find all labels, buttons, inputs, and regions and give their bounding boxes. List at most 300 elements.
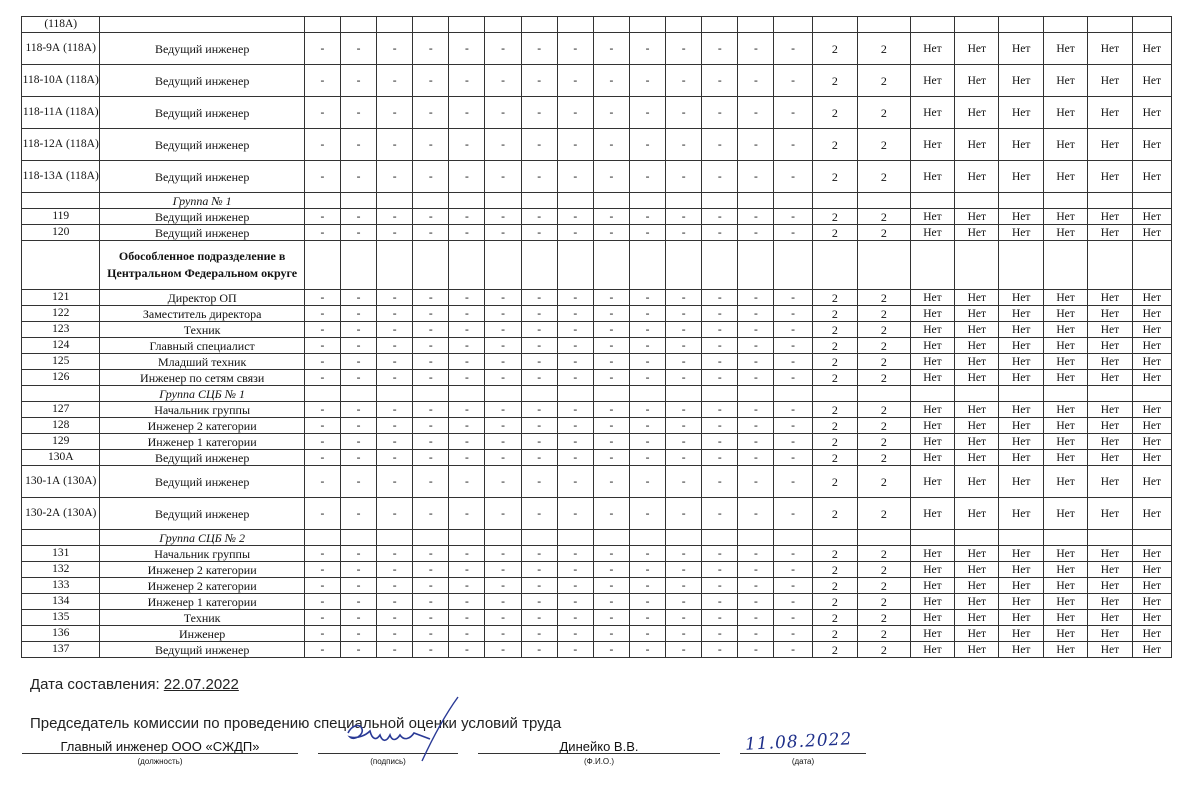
dash-cell: - bbox=[557, 322, 593, 338]
answer-cell: Нет bbox=[910, 33, 954, 65]
job-title: Ведущий инженер bbox=[100, 466, 304, 498]
dash-cell: - bbox=[666, 290, 702, 306]
value-cell: 2 bbox=[812, 498, 857, 530]
row-id: 136 bbox=[22, 626, 100, 642]
dash-cell: - bbox=[304, 129, 340, 161]
row-id: 130-2А (130А) bbox=[22, 498, 100, 530]
empty-cell bbox=[629, 386, 665, 402]
answer-cell: Нет bbox=[1088, 562, 1132, 578]
answer-cell: Нет bbox=[1088, 97, 1132, 129]
value-cell: 2 bbox=[858, 354, 911, 370]
dash-cell: - bbox=[413, 161, 449, 193]
dash-cell: - bbox=[521, 306, 557, 322]
dash-cell: - bbox=[666, 610, 702, 626]
empty-cell bbox=[413, 241, 449, 290]
empty-cell bbox=[1043, 241, 1087, 290]
empty-cell bbox=[910, 530, 954, 546]
answer-cell: Нет bbox=[1043, 33, 1087, 65]
table-row bbox=[22, 97, 1172, 129]
empty-cell bbox=[629, 241, 665, 290]
answer-cell: Нет bbox=[955, 418, 999, 434]
answer-cell: Нет bbox=[1043, 225, 1087, 241]
value-cell: 2 bbox=[858, 562, 911, 578]
empty-cell bbox=[1132, 17, 1171, 33]
empty-cell bbox=[304, 530, 340, 546]
value-cell: 2 bbox=[812, 466, 857, 498]
empty-cell bbox=[593, 193, 629, 209]
dash-cell: - bbox=[304, 562, 340, 578]
answer-cell: Нет bbox=[999, 65, 1043, 97]
job-title: Техник bbox=[100, 322, 304, 338]
answer-cell: Нет bbox=[1088, 434, 1132, 450]
value-cell: 2 bbox=[858, 65, 911, 97]
dash-cell: - bbox=[413, 642, 449, 658]
dash-cell: - bbox=[557, 161, 593, 193]
dash-cell: - bbox=[449, 402, 485, 418]
empty-cell bbox=[774, 241, 812, 290]
empty-cell bbox=[1043, 17, 1087, 33]
empty-cell bbox=[340, 17, 376, 33]
value-cell: 2 bbox=[812, 161, 857, 193]
answer-cell: Нет bbox=[1132, 562, 1171, 578]
value-cell: 2 bbox=[858, 370, 911, 386]
dash-cell: - bbox=[593, 642, 629, 658]
value-cell: 2 bbox=[858, 209, 911, 225]
row-id: 124 bbox=[22, 338, 100, 354]
value-cell: 2 bbox=[812, 129, 857, 161]
dash-cell: - bbox=[738, 354, 774, 370]
dash-cell: - bbox=[304, 370, 340, 386]
empty-cell bbox=[485, 193, 521, 209]
answer-cell: Нет bbox=[1043, 562, 1087, 578]
answer-cell: Нет bbox=[955, 209, 999, 225]
answer-cell: Нет bbox=[999, 466, 1043, 498]
dash-cell: - bbox=[593, 225, 629, 241]
answer-cell: Нет bbox=[910, 97, 954, 129]
value-cell: 2 bbox=[858, 434, 911, 450]
empty-cell bbox=[666, 193, 702, 209]
dash-cell: - bbox=[702, 338, 738, 354]
table-row bbox=[22, 402, 1172, 418]
dash-cell: - bbox=[666, 65, 702, 97]
empty-cell bbox=[812, 530, 857, 546]
dash-cell: - bbox=[449, 354, 485, 370]
dash-cell: - bbox=[377, 370, 413, 386]
dash-cell: - bbox=[629, 65, 665, 97]
empty-cell bbox=[377, 386, 413, 402]
empty-cell bbox=[485, 530, 521, 546]
answer-cell: Нет bbox=[910, 290, 954, 306]
value-cell: 2 bbox=[812, 434, 857, 450]
answer-cell: Нет bbox=[999, 610, 1043, 626]
dash-cell: - bbox=[593, 65, 629, 97]
value-cell: 2 bbox=[812, 546, 857, 562]
empty-cell bbox=[340, 386, 376, 402]
dash-cell: - bbox=[666, 225, 702, 241]
dash-cell: - bbox=[702, 402, 738, 418]
answer-cell: Нет bbox=[1043, 578, 1087, 594]
job-title: Ведущий инженер bbox=[100, 65, 304, 97]
empty-cell bbox=[738, 241, 774, 290]
dash-cell: - bbox=[738, 65, 774, 97]
dash-cell: - bbox=[377, 161, 413, 193]
dash-cell: - bbox=[521, 626, 557, 642]
answer-cell: Нет bbox=[1088, 129, 1132, 161]
dash-cell: - bbox=[413, 322, 449, 338]
value-cell: 2 bbox=[812, 65, 857, 97]
dash-cell: - bbox=[557, 578, 593, 594]
answer-cell: Нет bbox=[999, 129, 1043, 161]
dash-cell: - bbox=[304, 65, 340, 97]
dash-cell: - bbox=[666, 306, 702, 322]
value-cell: 2 bbox=[858, 546, 911, 562]
answer-cell: Нет bbox=[999, 354, 1043, 370]
dash-cell: - bbox=[738, 562, 774, 578]
empty-cell bbox=[22, 386, 100, 402]
answer-cell: Нет bbox=[999, 33, 1043, 65]
answer-cell: Нет bbox=[999, 322, 1043, 338]
dash-cell: - bbox=[557, 354, 593, 370]
answer-cell: Нет bbox=[1132, 610, 1171, 626]
empty-cell bbox=[1088, 530, 1132, 546]
dash-cell: - bbox=[774, 610, 812, 626]
dash-cell: - bbox=[629, 498, 665, 530]
dash-cell: - bbox=[557, 498, 593, 530]
empty-cell bbox=[1088, 241, 1132, 290]
answer-cell: Нет bbox=[1088, 578, 1132, 594]
answer-cell: Нет bbox=[999, 498, 1043, 530]
dash-cell: - bbox=[521, 209, 557, 225]
empty-cell bbox=[22, 530, 100, 546]
dash-cell: - bbox=[666, 322, 702, 338]
row-id: 127 bbox=[22, 402, 100, 418]
dash-cell: - bbox=[413, 562, 449, 578]
answer-cell: Нет bbox=[955, 450, 999, 466]
answer-cell: Нет bbox=[910, 418, 954, 434]
answer-cell: Нет bbox=[1132, 594, 1171, 610]
dash-cell: - bbox=[377, 225, 413, 241]
table-row bbox=[22, 225, 1172, 241]
job-title: Главный специалист bbox=[100, 338, 304, 354]
dash-cell: - bbox=[629, 450, 665, 466]
value-cell: 2 bbox=[812, 610, 857, 626]
dash-cell: - bbox=[557, 306, 593, 322]
dash-cell: - bbox=[485, 161, 521, 193]
dash-cell: - bbox=[521, 370, 557, 386]
dash-cell: - bbox=[485, 546, 521, 562]
dash-cell: - bbox=[738, 450, 774, 466]
row-id: 122 bbox=[22, 306, 100, 322]
signature-icon bbox=[330, 695, 460, 765]
dash-cell: - bbox=[304, 97, 340, 129]
dash-cell: - bbox=[629, 434, 665, 450]
dash-cell: - bbox=[702, 466, 738, 498]
empty-cell bbox=[521, 241, 557, 290]
dash-cell: - bbox=[377, 418, 413, 434]
row-id: 118-10А (118А) bbox=[22, 65, 100, 97]
empty-cell bbox=[340, 241, 376, 290]
empty-cell bbox=[774, 17, 812, 33]
empty-cell bbox=[1088, 17, 1132, 33]
dash-cell: - bbox=[666, 626, 702, 642]
answer-cell: Нет bbox=[955, 129, 999, 161]
commission-chair-title: Председатель комиссии по проведению специальной оценки условий труда bbox=[30, 715, 562, 732]
answer-cell: Нет bbox=[999, 578, 1043, 594]
table-row bbox=[22, 546, 1172, 562]
dash-cell: - bbox=[485, 594, 521, 610]
answer-cell: Нет bbox=[910, 578, 954, 594]
empty-cell bbox=[955, 17, 999, 33]
dash-cell: - bbox=[377, 498, 413, 530]
dash-cell: - bbox=[304, 466, 340, 498]
dash-cell: - bbox=[340, 209, 376, 225]
dash-cell: - bbox=[738, 290, 774, 306]
job-title: Директор ОП bbox=[100, 290, 304, 306]
dash-cell: - bbox=[774, 402, 812, 418]
empty-cell bbox=[413, 193, 449, 209]
dash-cell: - bbox=[738, 209, 774, 225]
empty-cell bbox=[910, 241, 954, 290]
row-id: 126 bbox=[22, 370, 100, 386]
dash-cell: - bbox=[629, 626, 665, 642]
answer-cell: Нет bbox=[1043, 610, 1087, 626]
position-text: Главный инженер ООО «СЖДП» bbox=[60, 739, 260, 754]
job-title: Младший техник bbox=[100, 354, 304, 370]
dash-cell: - bbox=[377, 594, 413, 610]
dash-cell: - bbox=[304, 402, 340, 418]
dash-cell: - bbox=[413, 33, 449, 65]
dash-cell: - bbox=[629, 402, 665, 418]
dash-cell: - bbox=[449, 434, 485, 450]
dash-cell: - bbox=[702, 161, 738, 193]
answer-cell: Нет bbox=[955, 642, 999, 658]
answer-cell: Нет bbox=[955, 610, 999, 626]
dash-cell: - bbox=[738, 578, 774, 594]
dash-cell: - bbox=[557, 594, 593, 610]
answer-cell: Нет bbox=[1132, 161, 1171, 193]
answer-cell: Нет bbox=[955, 562, 999, 578]
empty-cell bbox=[858, 386, 911, 402]
dash-cell: - bbox=[593, 498, 629, 530]
table-body bbox=[22, 17, 1172, 658]
dash-cell: - bbox=[413, 97, 449, 129]
dash-cell: - bbox=[304, 498, 340, 530]
dash-cell: - bbox=[340, 33, 376, 65]
dash-cell: - bbox=[593, 466, 629, 498]
dash-cell: - bbox=[521, 290, 557, 306]
empty-cell bbox=[955, 386, 999, 402]
answer-cell: Нет bbox=[999, 306, 1043, 322]
empty-cell bbox=[521, 17, 557, 33]
dash-cell: - bbox=[304, 450, 340, 466]
dash-cell: - bbox=[666, 498, 702, 530]
answer-cell: Нет bbox=[999, 434, 1043, 450]
answer-cell: Нет bbox=[1088, 402, 1132, 418]
answer-cell: Нет bbox=[1043, 354, 1087, 370]
dash-cell: - bbox=[666, 402, 702, 418]
empty-cell bbox=[910, 193, 954, 209]
answer-cell: Нет bbox=[1088, 306, 1132, 322]
table-row bbox=[22, 209, 1172, 225]
empty-cell bbox=[1132, 241, 1171, 290]
empty-cell bbox=[858, 17, 911, 33]
empty-cell bbox=[999, 386, 1043, 402]
row-id: 118-11А (118А) bbox=[22, 97, 100, 129]
answer-cell: Нет bbox=[1132, 290, 1171, 306]
group-row bbox=[22, 386, 1172, 402]
dash-cell: - bbox=[521, 434, 557, 450]
table-row bbox=[22, 498, 1172, 530]
dash-cell: - bbox=[449, 418, 485, 434]
job-title: Инженер 2 категории bbox=[100, 578, 304, 594]
dash-cell: - bbox=[340, 161, 376, 193]
table-row bbox=[22, 610, 1172, 626]
dash-cell: - bbox=[521, 578, 557, 594]
dash-cell: - bbox=[557, 466, 593, 498]
dash-cell: - bbox=[521, 466, 557, 498]
dash-cell: - bbox=[413, 434, 449, 450]
answer-cell: Нет bbox=[910, 562, 954, 578]
dash-cell: - bbox=[774, 209, 812, 225]
answer-cell: Нет bbox=[1088, 610, 1132, 626]
dash-cell: - bbox=[340, 322, 376, 338]
answer-cell: Нет bbox=[1132, 65, 1171, 97]
job-title: Ведущий инженер bbox=[100, 209, 304, 225]
empty-cell bbox=[1043, 530, 1087, 546]
row-id: 137 bbox=[22, 642, 100, 658]
job-title: Ведущий инженер bbox=[100, 161, 304, 193]
dash-cell: - bbox=[738, 642, 774, 658]
dash-cell: - bbox=[304, 209, 340, 225]
table-row bbox=[22, 450, 1172, 466]
answer-cell: Нет bbox=[1132, 209, 1171, 225]
dash-cell: - bbox=[738, 33, 774, 65]
dash-cell: - bbox=[377, 306, 413, 322]
dash-cell: - bbox=[485, 129, 521, 161]
dash-cell: - bbox=[521, 225, 557, 241]
empty-cell bbox=[22, 193, 100, 209]
dash-cell: - bbox=[593, 290, 629, 306]
dash-cell: - bbox=[557, 642, 593, 658]
empty-cell bbox=[449, 386, 485, 402]
answer-cell: Нет bbox=[999, 402, 1043, 418]
dash-cell: - bbox=[557, 65, 593, 97]
empty-cell bbox=[557, 386, 593, 402]
dash-cell: - bbox=[666, 370, 702, 386]
empty-cell bbox=[1043, 386, 1087, 402]
answer-cell: Нет bbox=[1043, 434, 1087, 450]
dash-cell: - bbox=[666, 466, 702, 498]
group-row bbox=[22, 530, 1172, 546]
value-cell: 2 bbox=[858, 322, 911, 338]
dash-cell: - bbox=[666, 594, 702, 610]
section-title: Обособленное подразделение в Центральном Федеральном округе bbox=[100, 241, 304, 290]
dash-cell: - bbox=[593, 434, 629, 450]
dash-cell: - bbox=[666, 562, 702, 578]
job-title: Инженер 2 категории bbox=[100, 562, 304, 578]
row-id: 119 bbox=[22, 209, 100, 225]
dash-cell: - bbox=[666, 129, 702, 161]
dash-cell: - bbox=[377, 450, 413, 466]
table-row bbox=[22, 434, 1172, 450]
dash-cell: - bbox=[629, 225, 665, 241]
dash-cell: - bbox=[521, 354, 557, 370]
row-id: 133 bbox=[22, 578, 100, 594]
dash-cell: - bbox=[629, 354, 665, 370]
compile-date bbox=[30, 676, 239, 693]
job-title: Инженер 1 категории bbox=[100, 594, 304, 610]
dash-cell: - bbox=[629, 322, 665, 338]
job-title: Инженер 2 категории bbox=[100, 418, 304, 434]
partial-row bbox=[22, 17, 1172, 33]
date-line bbox=[740, 753, 866, 754]
answer-cell: Нет bbox=[1132, 338, 1171, 354]
value-cell: 2 bbox=[858, 338, 911, 354]
dash-cell: - bbox=[557, 546, 593, 562]
dash-cell: - bbox=[485, 354, 521, 370]
dash-cell: - bbox=[521, 498, 557, 530]
dash-cell: - bbox=[340, 562, 376, 578]
compile-date-value: 22.07.2022 bbox=[163, 676, 239, 693]
answer-cell: Нет bbox=[1043, 370, 1087, 386]
answer-cell: Нет bbox=[910, 626, 954, 642]
dash-cell: - bbox=[413, 594, 449, 610]
empty-cell bbox=[593, 17, 629, 33]
dash-cell: - bbox=[413, 354, 449, 370]
answer-cell: Нет bbox=[1132, 322, 1171, 338]
dash-cell: - bbox=[449, 322, 485, 338]
dash-cell: - bbox=[304, 290, 340, 306]
dash-cell: - bbox=[340, 338, 376, 354]
answer-cell: Нет bbox=[1132, 498, 1171, 530]
answer-cell: Нет bbox=[955, 594, 999, 610]
dash-cell: - bbox=[485, 209, 521, 225]
dash-cell: - bbox=[340, 306, 376, 322]
dash-cell: - bbox=[340, 97, 376, 129]
answer-cell: Нет bbox=[999, 161, 1043, 193]
answer-cell: Нет bbox=[910, 354, 954, 370]
dash-cell: - bbox=[774, 498, 812, 530]
dash-cell: - bbox=[304, 225, 340, 241]
answer-cell: Нет bbox=[910, 306, 954, 322]
answer-cell: Нет bbox=[1043, 466, 1087, 498]
dash-cell: - bbox=[304, 338, 340, 354]
job-title: Начальник группы bbox=[100, 546, 304, 562]
dash-cell: - bbox=[702, 225, 738, 241]
dash-cell: - bbox=[666, 642, 702, 658]
dash-cell: - bbox=[449, 129, 485, 161]
table-row bbox=[22, 642, 1172, 658]
dash-cell: - bbox=[702, 290, 738, 306]
dash-cell: - bbox=[774, 65, 812, 97]
attestation-table bbox=[21, 16, 1172, 658]
dash-cell: - bbox=[702, 65, 738, 97]
dash-cell: - bbox=[377, 642, 413, 658]
value-cell: 2 bbox=[858, 402, 911, 418]
dash-cell: - bbox=[702, 322, 738, 338]
dash-cell: - bbox=[774, 594, 812, 610]
answer-cell: Нет bbox=[1088, 626, 1132, 642]
dash-cell: - bbox=[485, 290, 521, 306]
dash-cell: - bbox=[774, 546, 812, 562]
dash-cell: - bbox=[774, 578, 812, 594]
dash-cell: - bbox=[449, 161, 485, 193]
dash-cell: - bbox=[304, 434, 340, 450]
dash-cell: - bbox=[593, 322, 629, 338]
dash-cell: - bbox=[413, 306, 449, 322]
dash-cell: - bbox=[774, 434, 812, 450]
dash-cell: - bbox=[449, 642, 485, 658]
